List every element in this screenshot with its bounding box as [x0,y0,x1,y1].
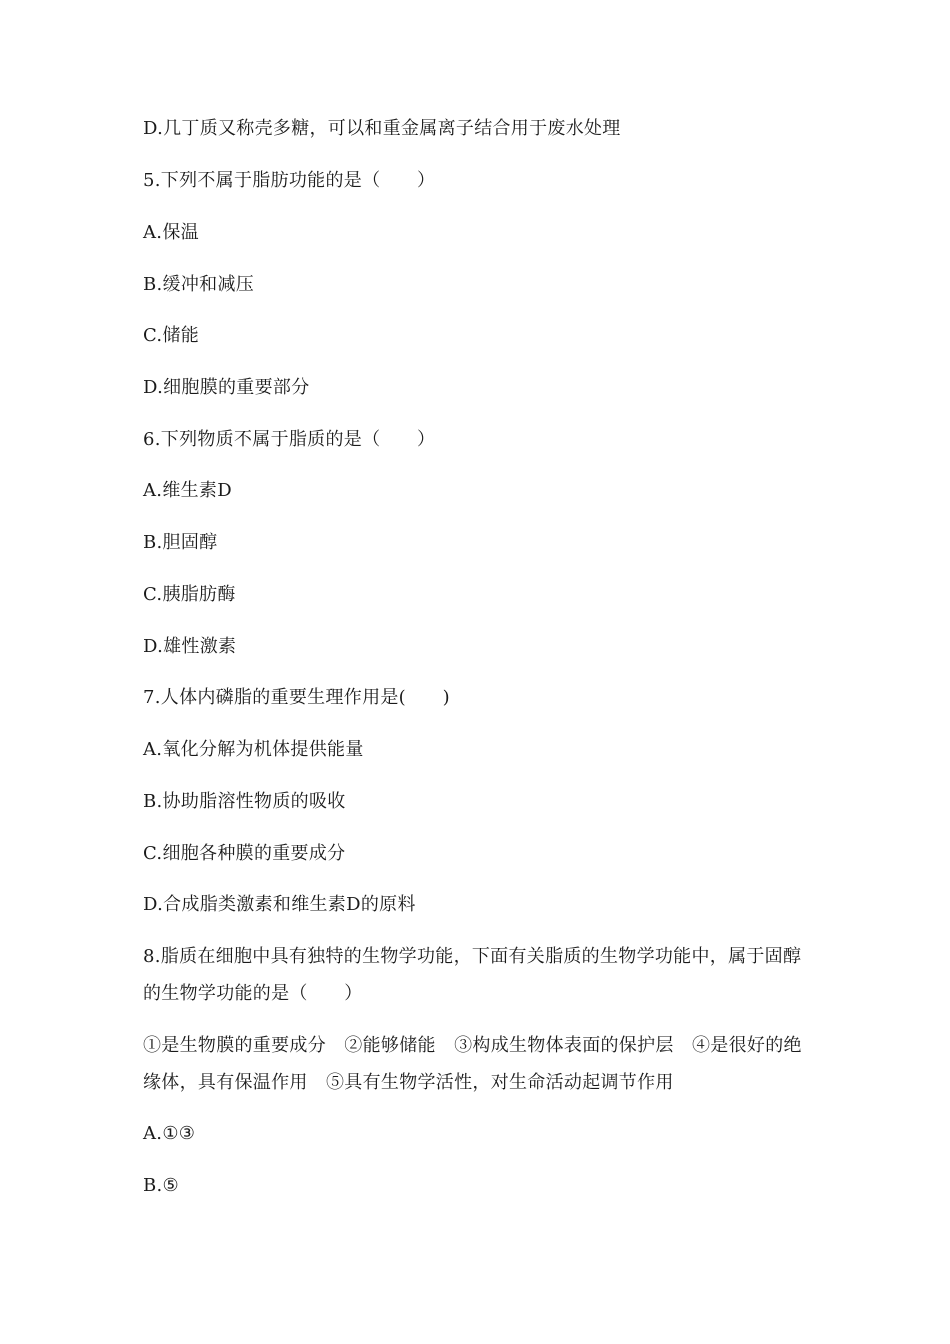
q5-option-b: B.缓冲和减压 [143,274,255,295]
q7-option-a: A.氧化分解为机体提供能量 [143,739,364,760]
q5-option-d: D.细胞膜的重要部分 [143,377,310,398]
q7-stem: 7.人体内磷脂的重要生理作用是( ) [143,687,450,708]
q6-option-b: B.胆固醇 [143,532,218,553]
q7-option-d: D.合成脂类激素和维生素D的原料 [143,894,416,915]
q7-option-b: B.协助脂溶性物质的吸收 [143,791,346,812]
q6-option-c: C.胰脂肪酶 [143,584,236,605]
q4-option-d: D.几丁质又称壳多糖，可以和重金属离子结合用于废水处理 [143,118,621,139]
q8-stem: 8.脂质在细胞中具有独特的生物学功能，下面有关脂质的生物学功能中，属于固醇的生物学功能的是（ ） [143,946,802,1004]
q5-stem: 5.下列不属于脂肪功能的是（ ） [143,170,436,191]
q7-option-c: C.细胞各种膜的重要成分 [143,843,346,864]
q6-stem: 6.下列物质不属于脂质的是（ ） [143,429,436,450]
q6-option-a: A.维生素D [143,480,232,501]
q5-option-a: A.保温 [143,222,199,243]
q8-statements: ①是生物膜的重要成分 ②能够储能 ③构成生物体表面的保护层 ④是很好的绝缘体，具有保温作用 ⑤具有生物学活性，对生命活动起调节作用 [143,1035,802,1093]
q6-option-d: D.雄性激素 [143,636,237,657]
q8-option-a: A.①③ [143,1123,196,1144]
q8-option-b: B.⑤ [143,1175,179,1196]
q5-option-c: C.储能 [143,325,200,346]
